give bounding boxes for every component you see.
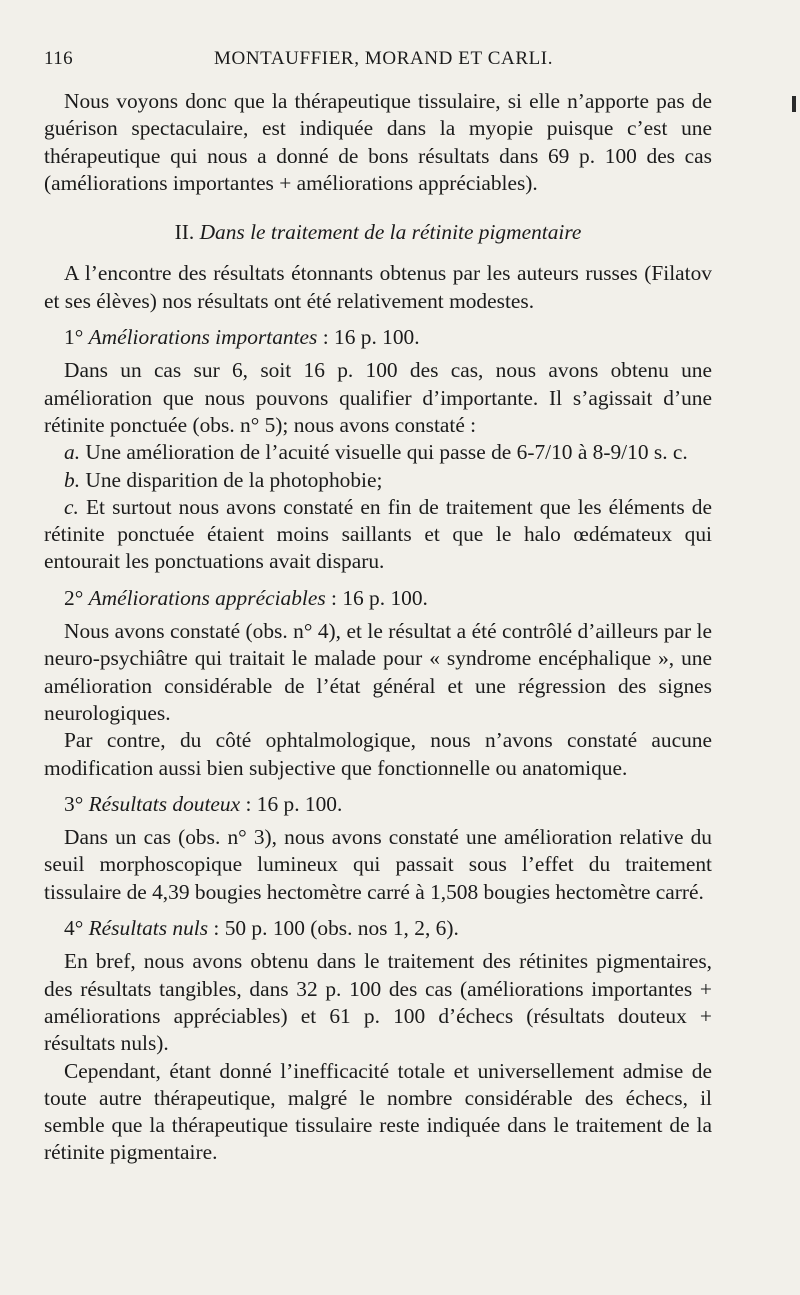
list-text: Et surtout nous avons constaté en fin de traitement que les éléments de rétinite ponctuée étaient moins saillants et que le halo œdémateux qui entourait les ponctuations avait disparu. — [44, 494, 712, 574]
subsection-title: Résultats douteux — [88, 791, 241, 816]
subsection-title: Améliorations appréciables — [88, 585, 326, 610]
subsection-title: Améliorations importantes — [88, 325, 318, 350]
subsection-paragraph: Par contre, du côté ophtalmologique, nous n’avons constaté aucune modification aussi bien subjective que fonctionnelle ou anatomique. — [44, 728, 712, 780]
list-marker: a. — [64, 440, 81, 465]
subsection-paragraph: Dans un cas sur 6, soit 16 p. 100 des cas, nous avons obtenu une amélioration que nous pouvons qualifier d’importante. Il s’agissait d’une rétinite ponctuée (obs. n° 5); nous avons constaté : — [44, 358, 712, 437]
list-item-a — [44, 439, 712, 466]
list-item-c — [44, 494, 712, 576]
subsection-heading-4 — [64, 915, 712, 942]
subsection-heading-3 — [64, 791, 712, 818]
subsection-value: : 16 p. 100. — [245, 791, 343, 816]
conclusion-paragraph: En bref, nous avons obtenu dans le traitement des rétinites pigmentaires, des résultats tangibles, dans 32 p. 100 des cas (améliorations importantes + améliorations appréciables) et 61 p. 100 d’échecs (résultats douteux + résultats nuls). — [44, 949, 712, 1056]
running-head: MONTAUFFIER, MORAND ET CARLI. — [214, 48, 554, 69]
page-edge-mark — [792, 96, 796, 112]
conclusion-paragraph: Cependant, étant donné l’inefficacité totale et universellement admise de toute autre thérapeutique, malgré le nombre considérable des échecs, il semble que la thérapeutique tissulaire reste indiquée dans le traitement de la rétinite pigmentaire. — [44, 1058, 712, 1165]
subsection-number: 1° — [64, 325, 84, 350]
list-text: Une amélioration de l’acuité visuelle qui passe de 6-7/10 à 8-9/10 s. c. — [85, 440, 688, 465]
section-intro-paragraph: A l’encontre des résultats étonnants obtenus par les auteurs russes (Filatov et ses élèves) nos résultats ont été relativement modestes. — [44, 261, 712, 313]
page-header — [44, 48, 712, 78]
subsection-paragraph: Nous avons constaté (obs. n° 4), et le résultat a été contrôlé d’ailleurs par le neuro-psychiâtre qui traitait le malade pour « syndrome encéphalique », une amélioration considérable de l’état général et une régression des signes neurologiques. — [44, 619, 712, 725]
page-number: 116 — [44, 48, 73, 69]
subsection-title: Résultats nuls — [88, 916, 209, 941]
page-body — [44, 88, 712, 1167]
subsection-value: : 50 p. 100 (obs. nos 1, 2, 6). — [213, 916, 459, 941]
subsection-number: 4° — [64, 916, 84, 941]
list-marker: c. — [64, 494, 79, 519]
section-number: II. — [174, 220, 195, 245]
subsection-heading-2 — [64, 585, 712, 612]
subsection-heading-1 — [64, 324, 712, 351]
subsection-value: : 16 p. 100. — [322, 325, 420, 350]
subsection-number: 3° — [64, 791, 84, 816]
subsection-number: 2° — [64, 585, 84, 610]
list-text: Une disparition de la photophobie; — [85, 467, 383, 492]
list-item-b — [44, 467, 712, 494]
section-heading — [44, 219, 712, 246]
intro-paragraph: Nous voyons donc que la thérapeutique tissulaire, si elle n’apporte pas de guérison spectaculaire, est indiquée dans la myopie puisque c’est une thérapeutique qui nous a donné de bons résultats dans 69 p. 100 des cas (améliorations importantes + améliorations appréciables). — [44, 89, 712, 195]
subsection-paragraph: Dans un cas (obs. n° 3), nous avons constaté une amélioration relative du seuil morphoscopique lumineux qui passait sous l’effet du traitement tissulaire de 4,39 bougies hectomètre carré à 1,508 bougies hectomètre carré. — [44, 825, 712, 904]
section-title: Dans le traitement de la rétinite pigmentaire — [199, 220, 582, 245]
list-marker: b. — [64, 467, 81, 492]
subsection-value: : 16 p. 100. — [331, 585, 428, 610]
